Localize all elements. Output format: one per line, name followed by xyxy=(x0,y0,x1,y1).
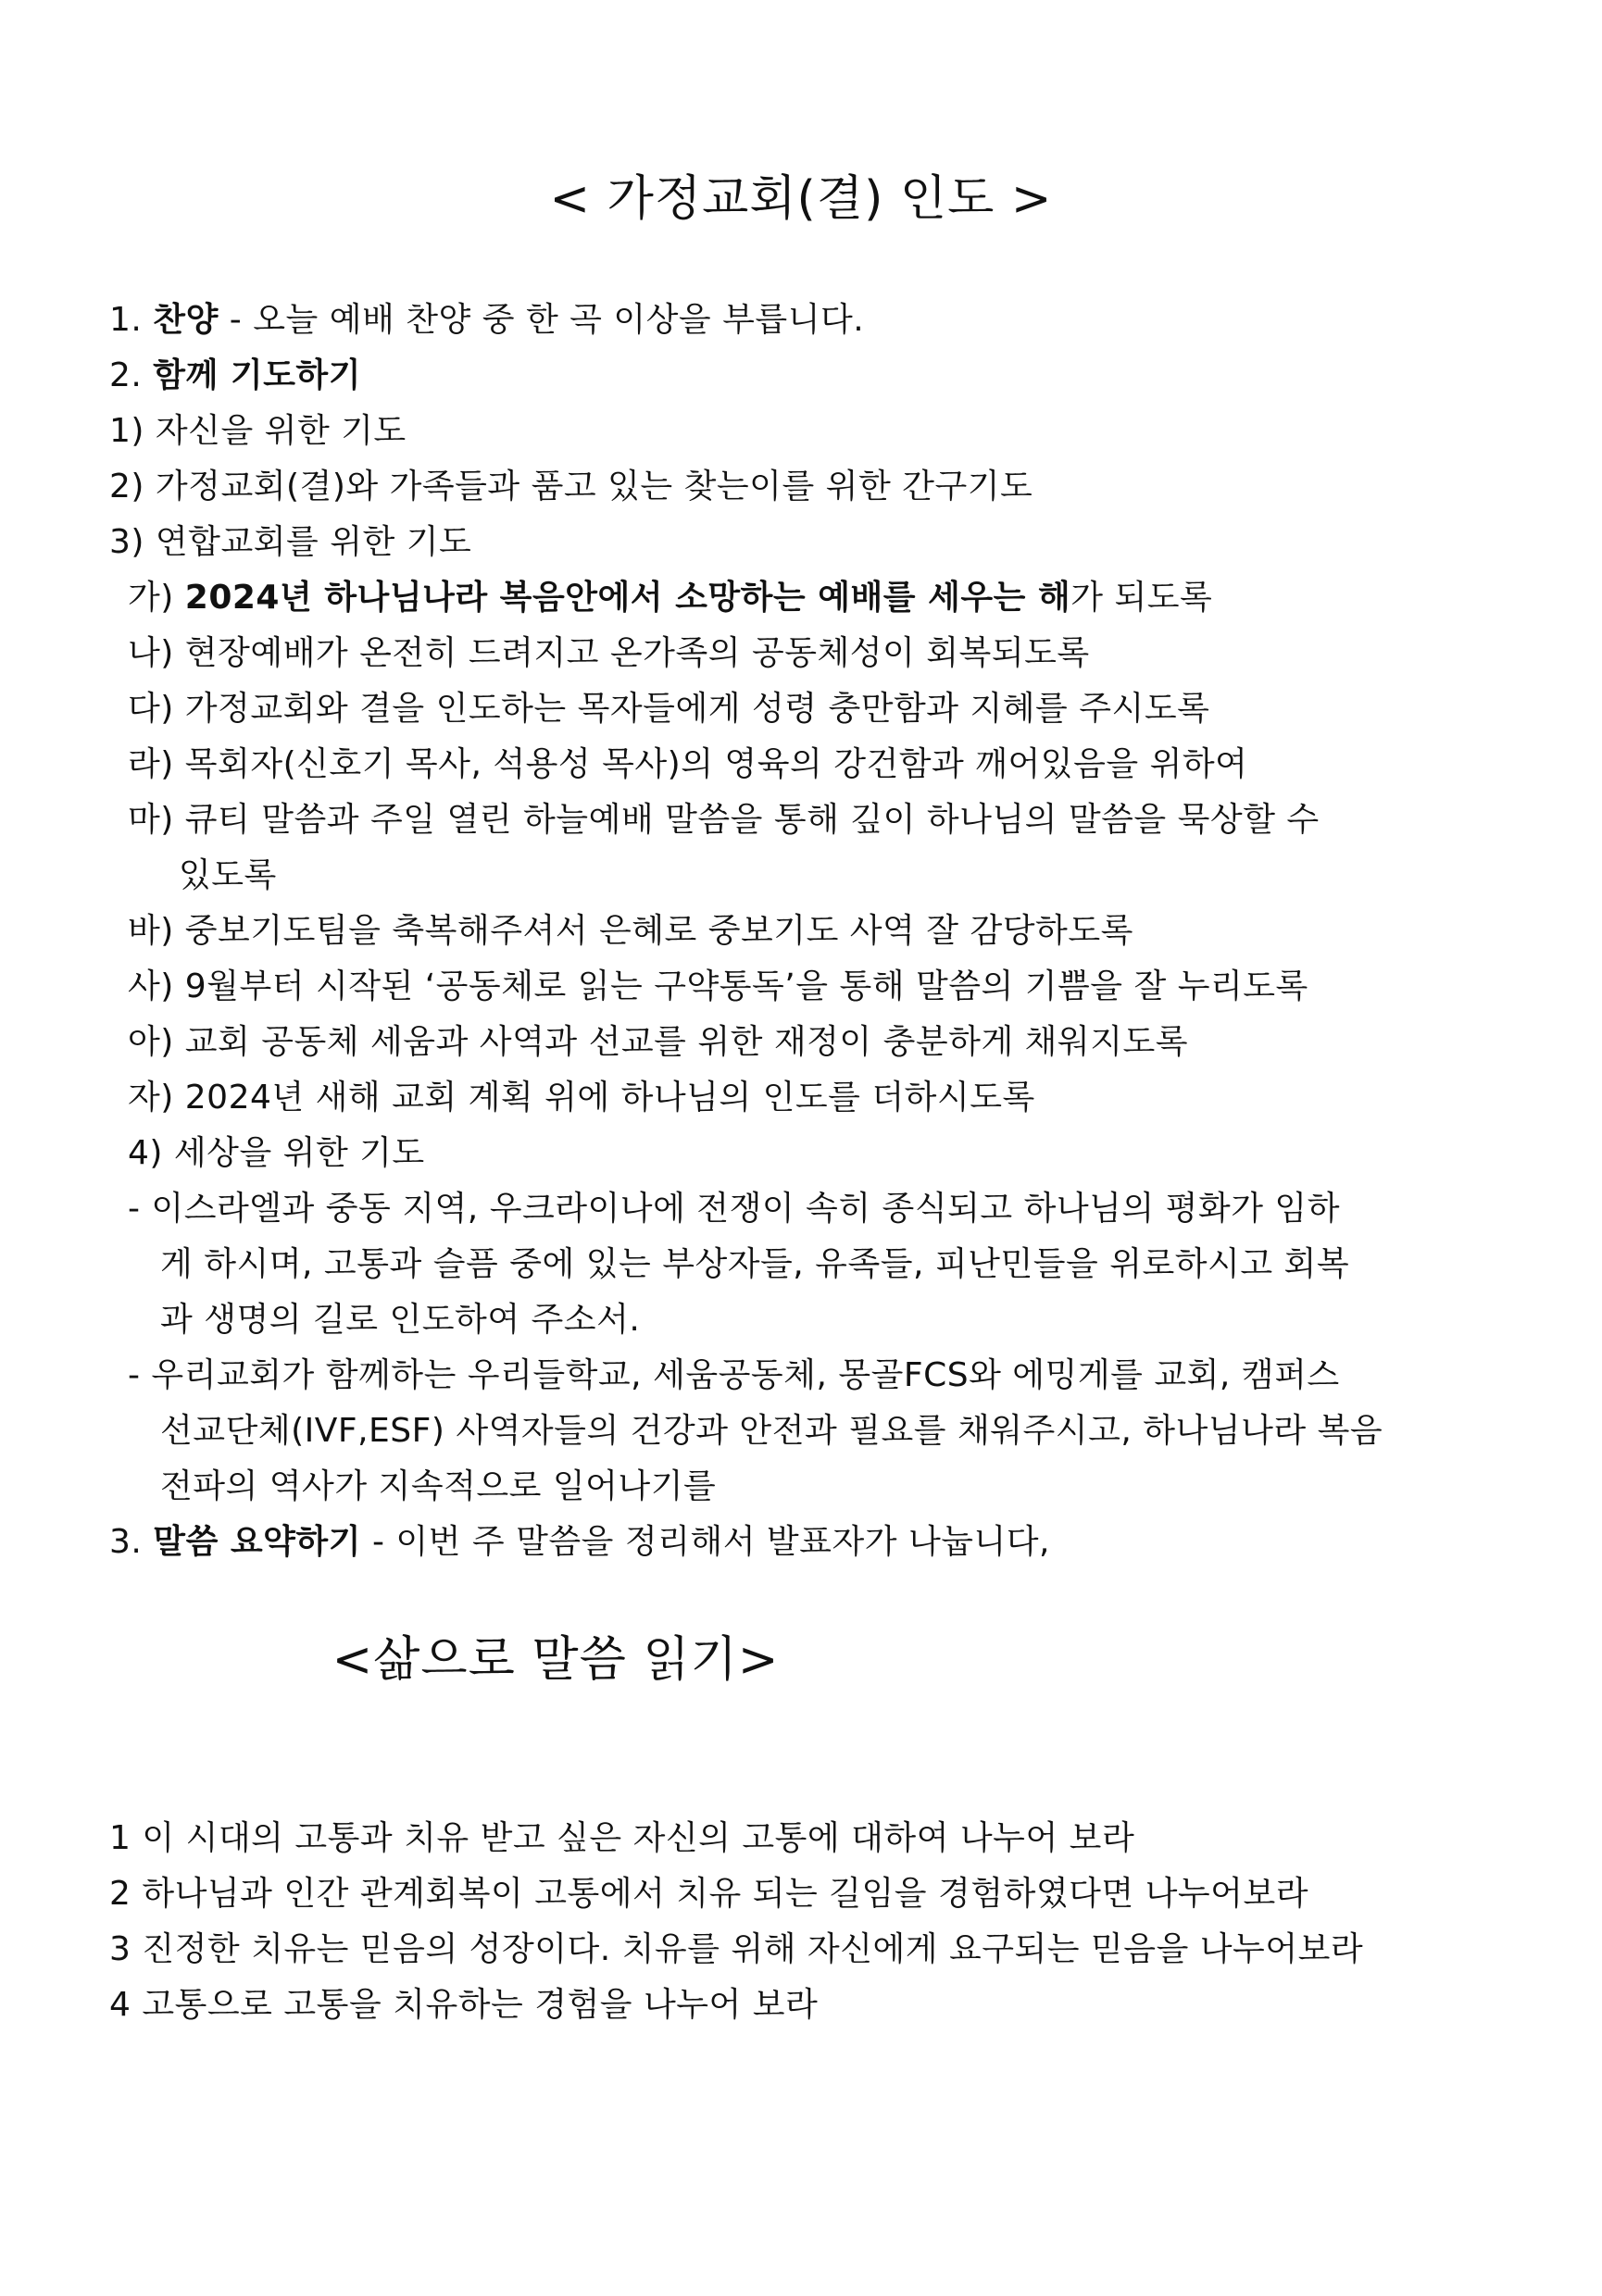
prayer-item-world: 4) 세상을 위한 기도 xyxy=(128,1134,425,1172)
question-item: 3 진정한 치유는 믿음의 성장이다. 치유를 위해 자신에게 요구되는 믿음을 나누어보라 xyxy=(109,1930,1364,1968)
church-item-sa: 사) 9월부터 시작된 ‘공동체로 읽는 구약통독’을 통해 말씀의 기쁨을 잘 누리도록 xyxy=(128,967,1308,1005)
church-item-a: 아) 교회 공동체 세움과 사역과 선교를 위한 재정이 충분하게 채워지도록 xyxy=(128,1023,1189,1061)
world-item-2-cont: 선교단체(IVF,ESF) 사역자들의 건강과 안전과 필요를 채워주시고, 하나님나라 복음 xyxy=(160,1412,1383,1450)
church-item-ja: 자) 2024년 새해 교회 계획 위에 하나님의 인도를 더하시도록 xyxy=(128,1079,1035,1117)
section-number: 3. xyxy=(109,1523,154,1561)
world-item-2: - 우리교회가 함께하는 우리들학교, 세움공동체, 몽골FCS와 에밍게를 교회, 캠퍼스 xyxy=(128,1356,1340,1394)
question-item: 4 고통으로 고통을 치유하는 경험을 나누어 보라 xyxy=(109,1986,819,2024)
world-item-1-cont: 과 생명의 길로 인도하여 주소서. xyxy=(160,1301,641,1339)
page-title: < 가정교회(결) 인도 > xyxy=(549,171,1053,227)
church-item-ga xyxy=(109,570,1471,626)
section-text: - 오늘 예배 찬양 중 한 곡 이상을 부릅니다. xyxy=(218,301,865,339)
guide-content xyxy=(109,293,1471,1570)
section-number: 1. xyxy=(109,301,154,339)
section-heading: 함께 기도하기 xyxy=(153,356,361,394)
section-text: - 이번 주 말씀을 정리해서 발표자가 나눕니다, xyxy=(361,1523,1051,1561)
church-item-ra: 라) 목회자(신호기 목사, 석용성 목사)의 영육의 강건함과 깨어있음을 위하여 xyxy=(128,745,1248,783)
church-item-ma-cont: 있도록 xyxy=(179,856,277,894)
section-prayer xyxy=(109,348,1471,404)
section-heading: 말씀 요약하기 xyxy=(153,1523,361,1561)
world-item-2-cont: 전파의 역사가 지속적으로 일어나기를 xyxy=(160,1467,717,1505)
section-heading: 찬양 xyxy=(153,301,219,339)
section-summary xyxy=(109,1515,1471,1570)
item-prefix: 가) xyxy=(128,579,185,617)
prayer-item-church: 3) 연합교회를 위한 기도 xyxy=(109,523,472,561)
item-emphasis: 2024년 하나님나라 복음안에서 소망하는 예배를 세우는 해 xyxy=(184,579,1071,617)
section-number: 2. xyxy=(109,356,154,394)
world-item-1-cont: 게 하시며, 고통과 슬픔 중에 있는 부상자들, 유족들, 피난민들을 위로하시고 회복 xyxy=(160,1245,1350,1283)
prayer-item-family: 2) 가정교회(결)와 가족들과 품고 있는 찾는이를 위한 간구기도 xyxy=(109,468,1033,505)
prayer-item-self: 1) 자신을 위한 기도 xyxy=(109,412,407,450)
question-item: 1 이 시대의 고통과 치유 받고 싶은 자신의 고통에 대하여 나누어 보라 xyxy=(109,1819,1135,1857)
section-praise xyxy=(109,293,1471,348)
subtitle: <삶으로 말씀 읽기> xyxy=(332,1632,780,1688)
church-item-ma: 마) 큐티 말씀과 주일 열린 하늘예배 말씀을 통해 깊이 하나님의 말씀을 묵상할 수 xyxy=(128,801,1320,839)
world-item-1: - 이스라엘과 중동 지역, 우크라이나에 전쟁이 속히 종식되고 하나님의 평화가 임하 xyxy=(128,1190,1340,1228)
church-item-ba: 바) 중보기도팀을 축복해주셔서 은혜로 중보기도 사역 잘 감당하도록 xyxy=(128,912,1133,950)
item-text: 가 되도록 xyxy=(1070,579,1213,617)
question-list xyxy=(109,1811,1471,2033)
church-item-da: 다) 가정교회와 결을 인도하는 목자들에게 성령 충만함과 지혜를 주시도록 xyxy=(128,690,1210,728)
question-item: 2 하나님과 인간 관계회복이 고통에서 치유 되는 길임을 경험하였다면 나누어보라 xyxy=(109,1875,1309,1913)
church-item-na: 나) 현장예배가 온전히 드려지고 온가족의 공동체성이 회복되도록 xyxy=(128,634,1090,672)
